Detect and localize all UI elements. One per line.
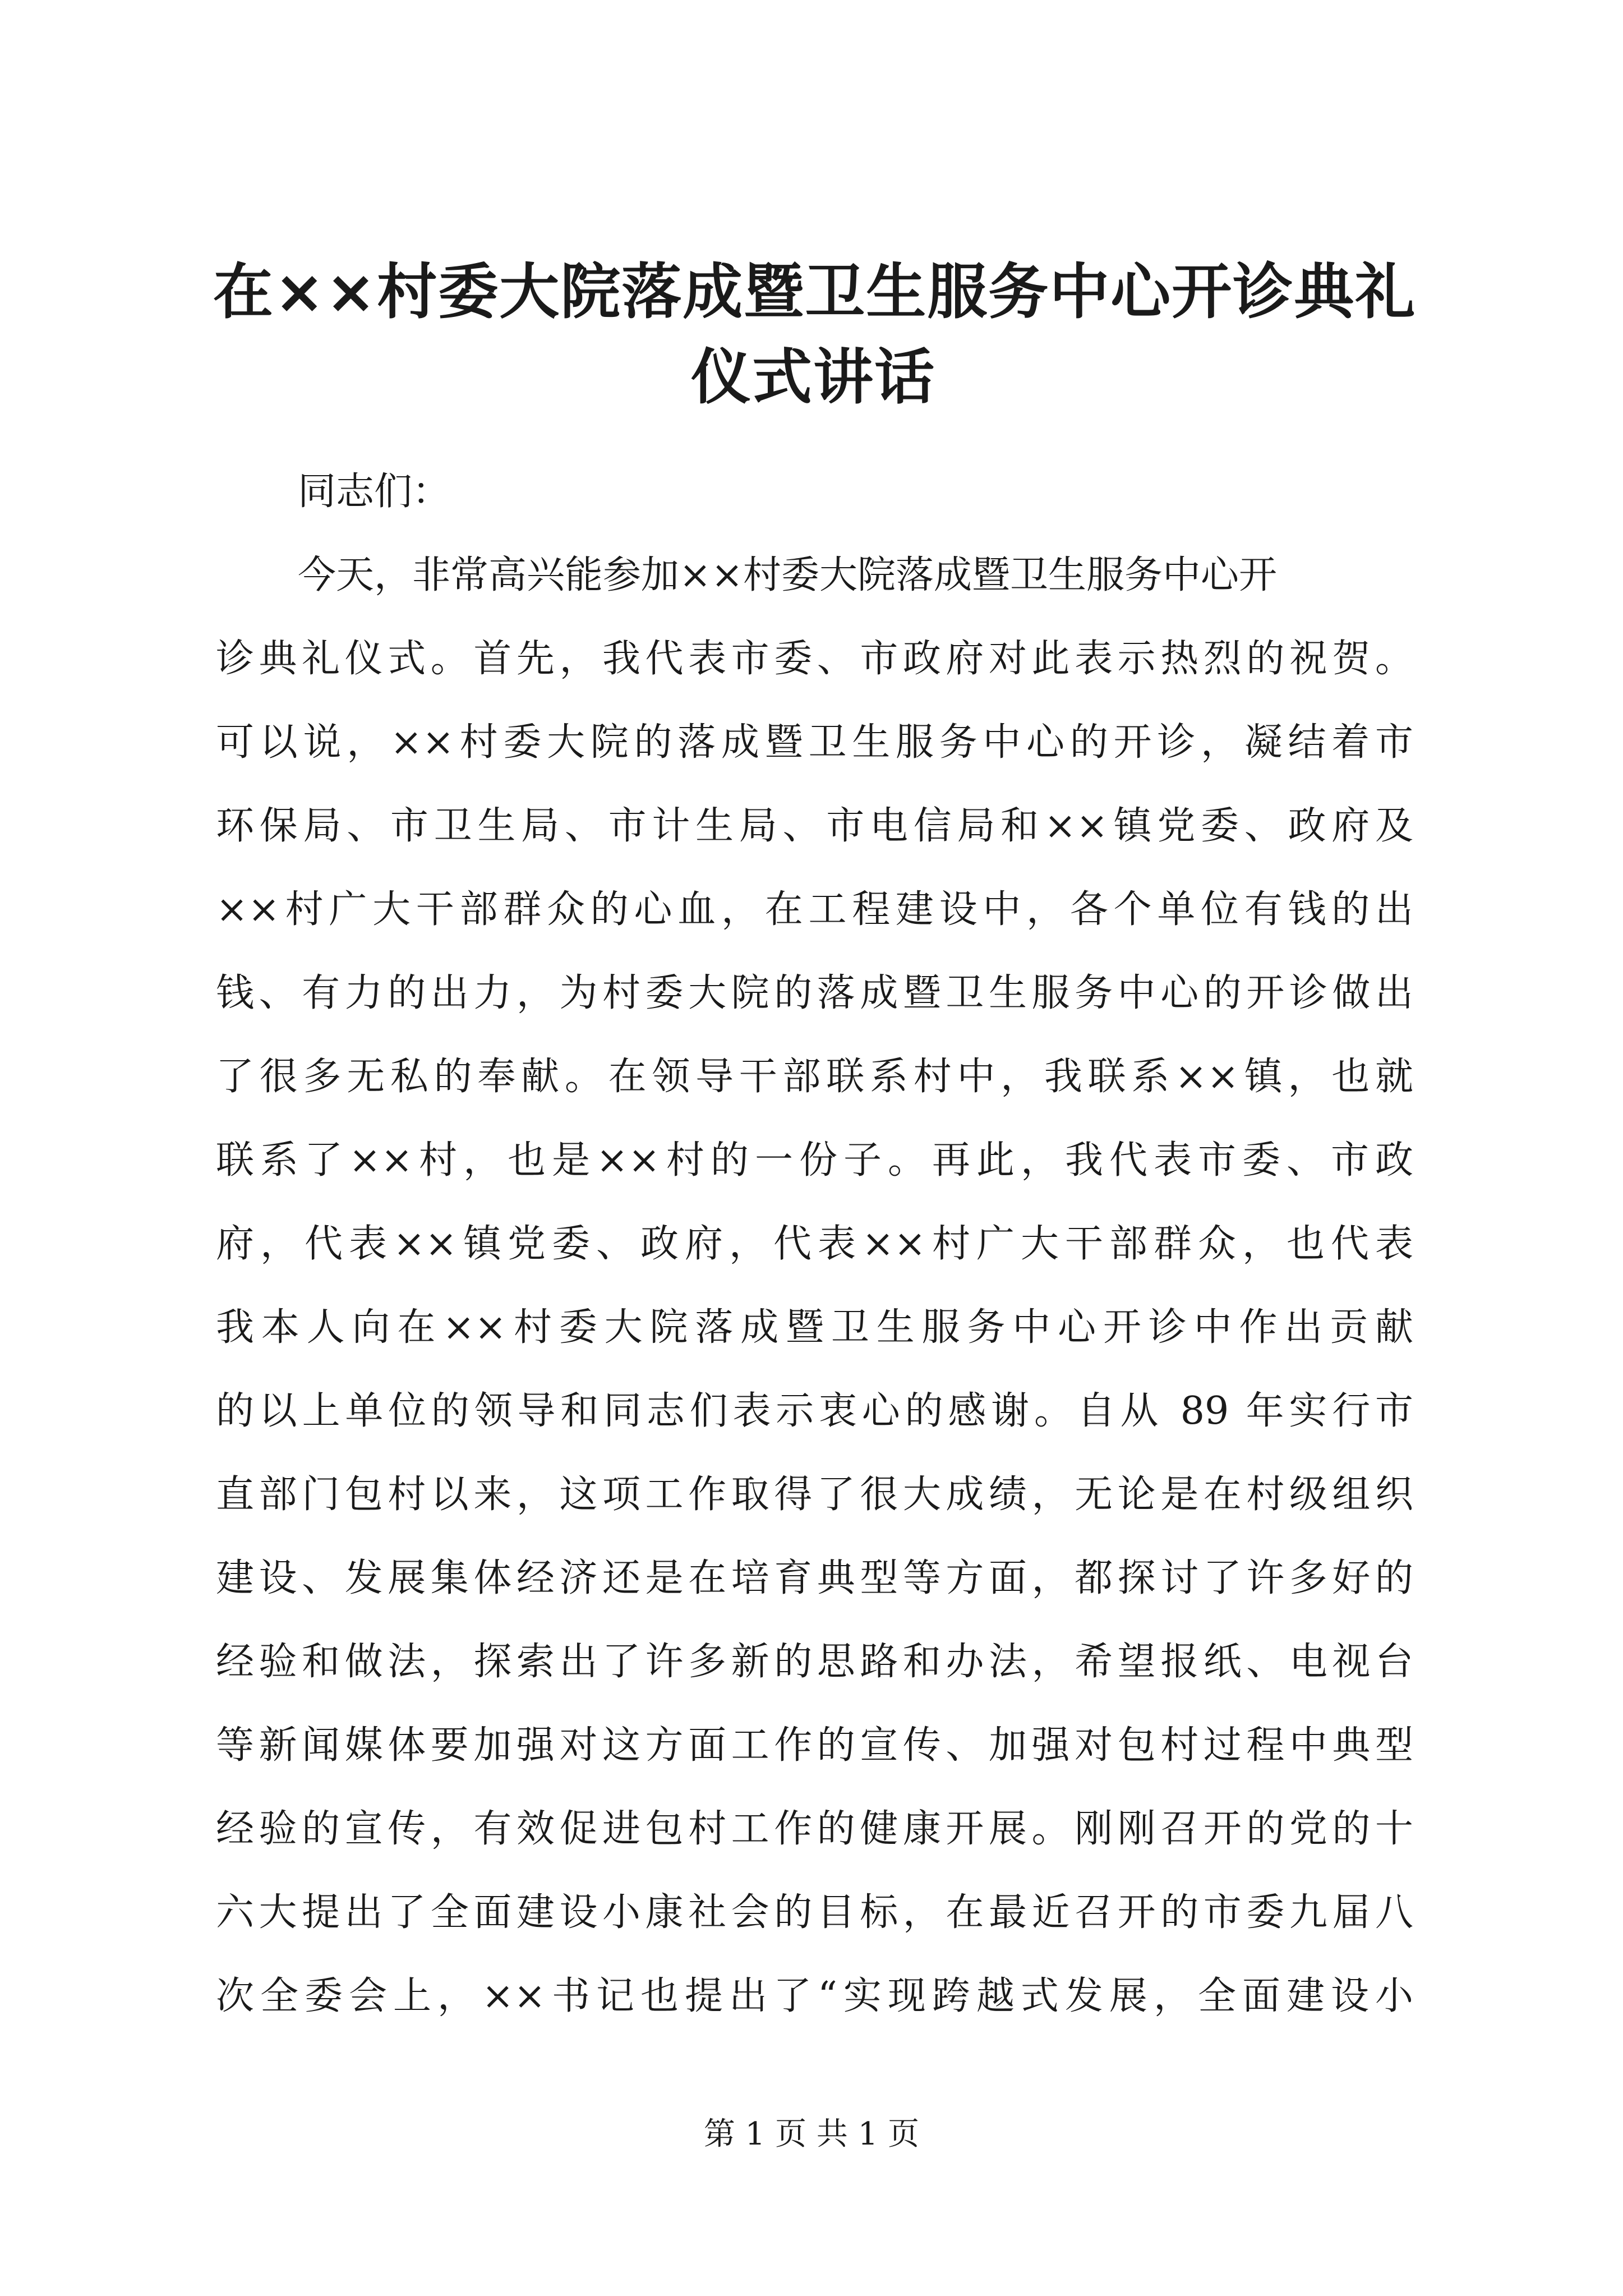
body-line: 经验和做法，探索出了许多新的思路和办法，希望报纸、电视台	[216, 1640, 1413, 1684]
body-line: 了很多无私的奉献。在领导干部联系村中，我联系××镇，也就	[216, 1055, 1413, 1099]
body-line: 建设、发展集体经济还是在培育典型等方面，都探讨了许多好的	[216, 1556, 1413, 1600]
body-line: 府，代表××镇党委、政府，代表××村广大干部群众，也代表	[216, 1222, 1413, 1266]
body-line: 六大提出了全面建设小康社会的目标，在最近召开的市委九届八	[216, 1890, 1413, 1935]
document-title	[213, 250, 1417, 420]
body-line: 次全委会上，××书记也提出了“实现跨越式发展，全面建设小	[216, 1974, 1413, 2018]
body-line: 联系了××村，也是××村的一份子。再此，我代表市委、市政	[216, 1138, 1413, 1182]
salutation: 同志们：	[298, 470, 451, 514]
body-line: 环保局、市卫生局、市计生局、市电信局和××镇党委、政府及	[216, 804, 1413, 848]
title-line-2: 仪式讲话	[690, 343, 935, 412]
title-line-1: 在××村委大院落成暨卫生服务中心开诊典礼	[213, 257, 1417, 327]
body-line: 直部门包村以来，这项工作取得了很大成绩，无论是在村级组织	[216, 1473, 1413, 1517]
body-line: 诊典礼仪式。首先，我代表市委、市政府对此表示热烈的祝贺。	[216, 637, 1413, 681]
body-line: 可以说，××村委大院的落成暨卫生服务中心的开诊，凝结着市	[216, 720, 1413, 765]
body-line: 等新闻媒体要加强对这方面工作的宣传、加强对包村过程中典型	[216, 1723, 1413, 1768]
body-line: 经验的宣传，有效促进包村工作的健康开展。刚刚召开的党的十	[216, 1807, 1413, 1851]
body-line: 我本人向在××村委大院落成暨卫生服务中心开诊中作出贡献	[216, 1305, 1413, 1350]
body-line: ××村广大干部群众的心血，在工程建设中，各个单位有钱的出	[216, 887, 1413, 932]
body-line: 的以上单位的领导和同志们表示衷心的感谢。自从 89 年实行市	[216, 1389, 1413, 1433]
page-footer: 第 1 页 共 1 页	[703, 2116, 920, 2152]
body-line: 钱、有力的出力，为村委大院的落成暨卫生服务中心的开诊做出	[216, 971, 1413, 1015]
body-line: 今天，非常高兴能参加××村委大院落成暨卫生服务中心开	[298, 553, 1277, 597]
document-body	[216, 450, 1413, 2038]
